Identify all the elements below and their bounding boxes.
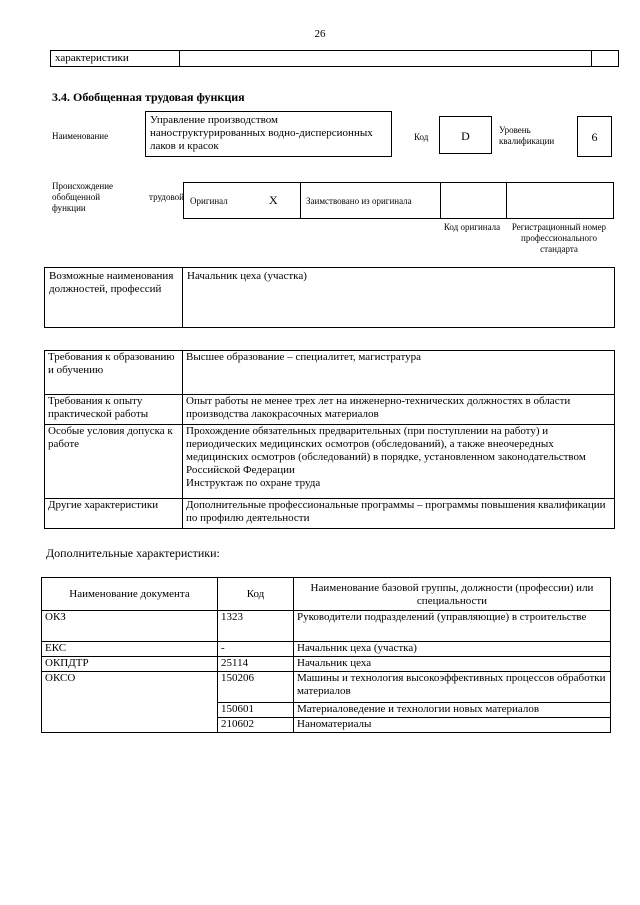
code-cell: 25114 bbox=[218, 657, 294, 672]
requirements-row bbox=[45, 395, 615, 425]
table-row bbox=[42, 611, 611, 642]
continuation-label: характеристики bbox=[55, 52, 129, 64]
origin-label-word: трудовой bbox=[149, 192, 184, 202]
level-label: Уровень квалификации bbox=[499, 125, 555, 146]
origin-grid bbox=[183, 182, 614, 219]
positions-label: Возможные наименования должностей, профессий bbox=[49, 270, 174, 295]
code-value: D bbox=[439, 116, 492, 154]
doc-cell: ОКПДТР bbox=[42, 657, 218, 672]
section-title: 3.4. Обобщенная трудовая функция bbox=[52, 90, 245, 104]
divider bbox=[440, 183, 441, 218]
reg-number-caption: Регистрационный номер профессионального стандарта bbox=[511, 222, 607, 254]
requirement-text: Прохождение обязательных предварительных (при поступлении на работу) и периодических медицинских осмотров (обследований), а также внеочередных медицинских осмотров (обследований) в порядке, установленном законодательством Российской Федерации bbox=[186, 425, 586, 476]
origin-label-line bbox=[52, 192, 184, 203]
code-cell: 150601 bbox=[218, 703, 294, 718]
code-cell: 1323 bbox=[218, 611, 294, 642]
requirements-row bbox=[45, 351, 615, 395]
requirement-value: Дополнительные профессиональные программы – программы повышения квалификации по профилю деятельности bbox=[183, 499, 615, 529]
level-value: 6 bbox=[577, 116, 612, 157]
code-cell: 210602 bbox=[218, 718, 294, 733]
requirement-label: Особые условия допуска к работе bbox=[45, 425, 183, 499]
column-header: Наименование документа bbox=[42, 578, 218, 611]
name-cell: Машины и технология высокоэффективных процессов обработки материалов bbox=[294, 672, 611, 703]
code-label: Код bbox=[414, 132, 429, 142]
code-cell: 150206 bbox=[218, 672, 294, 703]
requirements-table bbox=[44, 350, 615, 529]
requirement-value: Опыт работы не менее трех лет на инженерно-технических должностях в области производства лакокрасочных материалов bbox=[183, 395, 615, 425]
additional-title: Дополнительные характеристики: bbox=[46, 546, 220, 560]
name-cell: Начальник цеха (участка) bbox=[294, 642, 611, 657]
name-cell: Материаловедение и технологии новых материалов bbox=[294, 703, 611, 718]
code-cell: - bbox=[218, 642, 294, 657]
code-original-caption: Код оригинала bbox=[443, 222, 501, 232]
requirement-value bbox=[183, 425, 615, 499]
doc-cell: ЕКС bbox=[42, 642, 218, 657]
divider bbox=[300, 183, 301, 218]
origin-label-line: Происхождение bbox=[52, 181, 114, 191]
requirements-row bbox=[45, 425, 615, 499]
divider bbox=[179, 51, 180, 66]
requirement-label: Требования к опыту практической работы bbox=[45, 395, 183, 425]
page-number: 26 bbox=[314, 28, 326, 40]
table-row bbox=[42, 657, 611, 672]
origin-label-line: функции bbox=[52, 203, 86, 213]
requirement-text: Инструктаж по охране труда bbox=[186, 477, 321, 489]
borrowed-label: Заимствовано из оригинала bbox=[306, 196, 412, 206]
divider bbox=[591, 51, 592, 66]
table-row bbox=[42, 642, 611, 657]
requirement-label: Требования к образованию и обучению bbox=[45, 351, 183, 395]
classification-table bbox=[41, 577, 611, 733]
name-cell: Наноматериалы bbox=[294, 718, 611, 733]
requirements-row bbox=[45, 499, 615, 529]
column-header: Код bbox=[218, 578, 294, 611]
table-row bbox=[42, 672, 611, 703]
divider bbox=[182, 268, 183, 327]
name-cell: Руководители подразделений (управляющие) в строительстве bbox=[294, 611, 611, 642]
continuation-row bbox=[50, 50, 619, 67]
original-mark: X bbox=[269, 193, 278, 207]
function-name: Управление производством наноструктурированных водно-дисперсионных лаков и красок bbox=[145, 111, 392, 157]
name-cell: Начальник цеха bbox=[294, 657, 611, 672]
divider bbox=[506, 183, 507, 218]
origin-label-word: обобщенной bbox=[52, 192, 101, 202]
column-header: Наименование базовой группы, должности (профессии) или специальности bbox=[294, 578, 611, 611]
positions-table bbox=[44, 267, 615, 328]
requirement-value: Высшее образование – специалитет, магистратура bbox=[183, 351, 615, 395]
doc-cell: ОКСО bbox=[42, 672, 218, 733]
positions-value: Начальник цеха (участка) bbox=[187, 270, 307, 282]
doc-cell: ОКЗ bbox=[42, 611, 218, 642]
table-header-row bbox=[42, 578, 611, 611]
requirement-label: Другие характеристики bbox=[45, 499, 183, 529]
origin-label bbox=[52, 181, 184, 214]
name-label: Наименование bbox=[52, 131, 109, 141]
original-label: Оригинал bbox=[190, 196, 228, 206]
